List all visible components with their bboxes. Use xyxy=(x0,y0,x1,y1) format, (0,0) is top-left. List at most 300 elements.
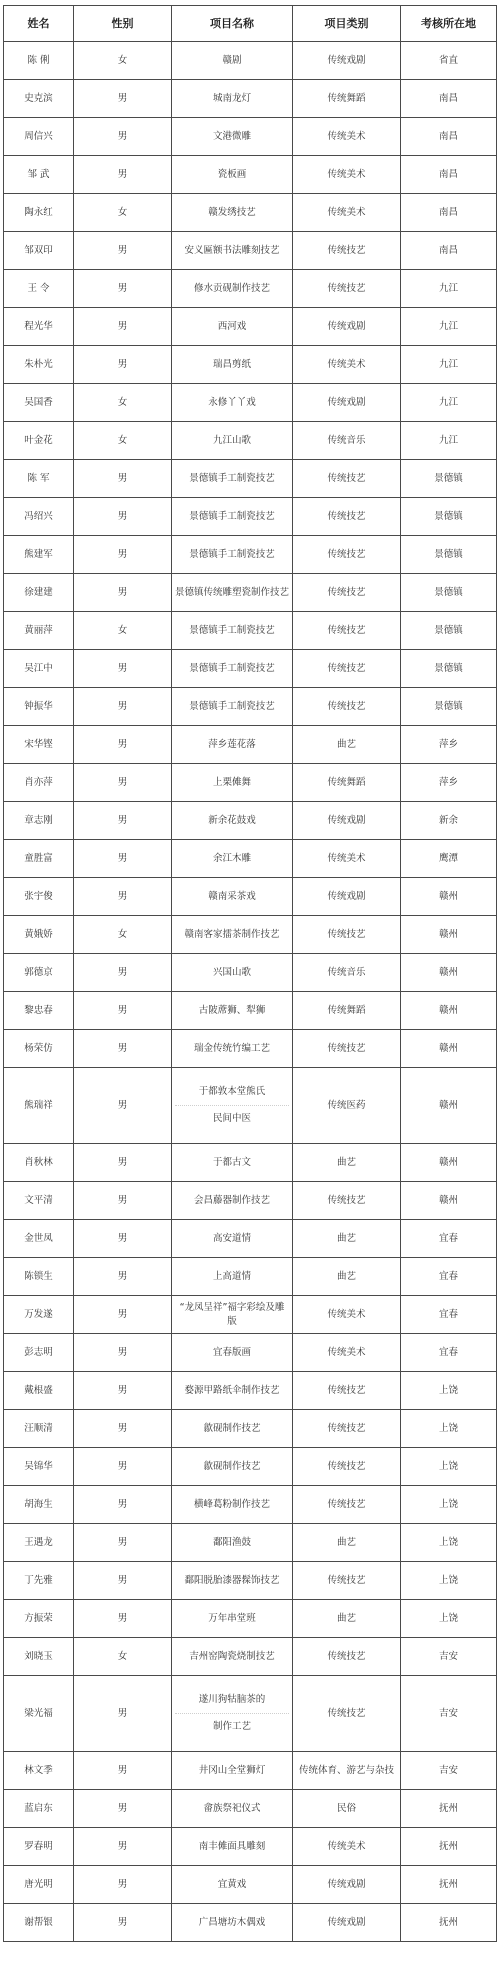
cell-region: 宜春 xyxy=(401,1258,497,1296)
cell-name: 万发遂 xyxy=(4,1296,74,1334)
table-row xyxy=(4,384,497,422)
cell-region: 九江 xyxy=(401,384,497,422)
cell-category: 传统戏剧 xyxy=(293,384,401,422)
cell-project: 于都古文 xyxy=(172,1144,293,1182)
table-row xyxy=(4,80,497,118)
cell-region: 上饶 xyxy=(401,1486,497,1524)
cell-name: 肖秋林 xyxy=(4,1144,74,1182)
cell-category: 传统技艺 xyxy=(293,1486,401,1524)
cell-name: 朱朴光 xyxy=(4,346,74,384)
cell-gender: 男 xyxy=(74,1524,172,1562)
cell-gender: 男 xyxy=(74,1562,172,1600)
header-name: 姓名 xyxy=(4,6,74,42)
table-row xyxy=(4,916,497,954)
cell-region: 南昌 xyxy=(401,156,497,194)
cell-gender: 男 xyxy=(74,1752,172,1790)
cell-project: 永修丫丫戏 xyxy=(172,384,293,422)
cell-region: 鹰潭 xyxy=(401,840,497,878)
table-row xyxy=(4,1334,497,1372)
table-row xyxy=(4,1258,497,1296)
cell-project: 瓷板画 xyxy=(172,156,293,194)
cell-region: 九江 xyxy=(401,346,497,384)
cell-category: 传统戏剧 xyxy=(293,308,401,346)
table-row xyxy=(4,1144,497,1182)
cell-name: 童胜富 xyxy=(4,840,74,878)
table-row xyxy=(4,688,497,726)
cell-category: 传统舞蹈 xyxy=(293,764,401,802)
cell-category: 传统舞蹈 xyxy=(293,992,401,1030)
table-row xyxy=(4,612,497,650)
table-row xyxy=(4,1790,497,1828)
cell-name: 彭志明 xyxy=(4,1334,74,1372)
cell-name: 罗春明 xyxy=(4,1828,74,1866)
cell-category: 曲艺 xyxy=(293,1258,401,1296)
table-row xyxy=(4,1676,497,1752)
cell-project: 畲族祭祀仪式 xyxy=(172,1790,293,1828)
cell-name: 胡海生 xyxy=(4,1486,74,1524)
cell-name: 王 令 xyxy=(4,270,74,308)
cell-region: 抚州 xyxy=(401,1790,497,1828)
cell-name: 王遇龙 xyxy=(4,1524,74,1562)
cell-category: 传统戏剧 xyxy=(293,878,401,916)
table-row xyxy=(4,1296,497,1334)
cell-gender: 男 xyxy=(74,460,172,498)
cell-region: 赣州 xyxy=(401,1144,497,1182)
cell-project: 宜春版画 xyxy=(172,1334,293,1372)
cell-name: 汪顺清 xyxy=(4,1410,74,1448)
cell-project: 高安道情 xyxy=(172,1220,293,1258)
cell-gender: 女 xyxy=(74,42,172,80)
cell-project: 歙砚制作技艺 xyxy=(172,1410,293,1448)
cell-name: 黎忠春 xyxy=(4,992,74,1030)
cell-name: 周信兴 xyxy=(4,118,74,156)
cell-gender: 男 xyxy=(74,726,172,764)
table-row xyxy=(4,1410,497,1448)
cell-name: 肖亦萍 xyxy=(4,764,74,802)
cell-category: 传统体育、游艺与杂技 xyxy=(293,1752,401,1790)
inheritors-table xyxy=(3,5,497,1942)
table-row xyxy=(4,1030,497,1068)
cell-project: 文港微雕 xyxy=(172,118,293,156)
table-row xyxy=(4,194,497,232)
cell-name: 吴锦华 xyxy=(4,1448,74,1486)
cell-project: 景德镇手工制瓷技艺 xyxy=(172,688,293,726)
cell-category: 曲艺 xyxy=(293,1524,401,1562)
cell-category: 传统美术 xyxy=(293,194,401,232)
table-row xyxy=(4,156,497,194)
cell-region: 赣州 xyxy=(401,992,497,1030)
table-body xyxy=(4,42,497,1942)
table-row xyxy=(4,460,497,498)
cell-region: 省直 xyxy=(401,42,497,80)
cell-category: 传统医药 xyxy=(293,1068,401,1144)
cell-name: 程光华 xyxy=(4,308,74,346)
cell-category: 曲艺 xyxy=(293,726,401,764)
table-row xyxy=(4,1220,497,1258)
cell-category: 传统舞蹈 xyxy=(293,80,401,118)
cell-gender: 男 xyxy=(74,1600,172,1638)
cell-region: 吉安 xyxy=(401,1638,497,1676)
cell-project: 瑞金传统竹编工艺 xyxy=(172,1030,293,1068)
cell-category: 传统技艺 xyxy=(293,536,401,574)
cell-region: 赣州 xyxy=(401,954,497,992)
table-row xyxy=(4,1638,497,1676)
cell-category: 传统技艺 xyxy=(293,1638,401,1676)
cell-category: 传统技艺 xyxy=(293,574,401,612)
cell-name: 刘晓玉 xyxy=(4,1638,74,1676)
cell-region: 景德镇 xyxy=(401,688,497,726)
cell-name: 陶永红 xyxy=(4,194,74,232)
cell-region: 宜春 xyxy=(401,1334,497,1372)
cell-name: 邹 武 xyxy=(4,156,74,194)
header-category: 项目类别 xyxy=(293,6,401,42)
table-row xyxy=(4,574,497,612)
cell-gender: 男 xyxy=(74,270,172,308)
cell-project: 城南龙灯 xyxy=(172,80,293,118)
cell-region: 宜春 xyxy=(401,1220,497,1258)
cell-gender: 男 xyxy=(74,1068,172,1144)
cell-project: 歙砚制作技艺 xyxy=(172,1448,293,1486)
cell-region: 南昌 xyxy=(401,80,497,118)
cell-name: 梁光福 xyxy=(4,1676,74,1752)
cell-project: 景德镇传统雕塑瓷制作技艺 xyxy=(172,574,293,612)
cell-project-line: 民间中医 xyxy=(175,1105,289,1132)
cell-category: 传统技艺 xyxy=(293,916,401,954)
cell-gender: 女 xyxy=(74,916,172,954)
cell-category: 传统技艺 xyxy=(293,1448,401,1486)
inheritors-table-container xyxy=(3,5,496,1942)
cell-category: 民俗 xyxy=(293,1790,401,1828)
cell-category: 传统美术 xyxy=(293,840,401,878)
cell-category: 曲艺 xyxy=(293,1144,401,1182)
cell-project: 广昌塘坊木偶戏 xyxy=(172,1904,293,1942)
cell-project: 赣南采茶戏 xyxy=(172,878,293,916)
cell-name: 冯绍兴 xyxy=(4,498,74,536)
cell-project: 上栗傩舞 xyxy=(172,764,293,802)
cell-region: 景德镇 xyxy=(401,650,497,688)
cell-category: 曲艺 xyxy=(293,1220,401,1258)
cell-region: 吉安 xyxy=(401,1752,497,1790)
cell-gender: 男 xyxy=(74,1372,172,1410)
table-row xyxy=(4,650,497,688)
table-row xyxy=(4,536,497,574)
cell-category: 传统技艺 xyxy=(293,1372,401,1410)
cell-region: 新余 xyxy=(401,802,497,840)
cell-gender: 男 xyxy=(74,1486,172,1524)
cell-name: 丁先雅 xyxy=(4,1562,74,1600)
table-row xyxy=(4,1372,497,1410)
cell-name: 陈 军 xyxy=(4,460,74,498)
cell-region: 九江 xyxy=(401,422,497,460)
cell-region: 景德镇 xyxy=(401,612,497,650)
cell-category: 传统技艺 xyxy=(293,688,401,726)
cell-project: 会昌藤器制作技艺 xyxy=(172,1182,293,1220)
cell-region: 景德镇 xyxy=(401,574,497,612)
cell-region: 赣州 xyxy=(401,1182,497,1220)
cell-region: 宜春 xyxy=(401,1296,497,1334)
table-row xyxy=(4,42,497,80)
table-row xyxy=(4,498,497,536)
cell-region: 上饶 xyxy=(401,1410,497,1448)
cell-name: 黄丽萍 xyxy=(4,612,74,650)
cell-gender: 男 xyxy=(74,1448,172,1486)
table-row xyxy=(4,1600,497,1638)
cell-region: 上饶 xyxy=(401,1448,497,1486)
table-row xyxy=(4,802,497,840)
cell-project: 西河戏 xyxy=(172,308,293,346)
cell-category: 传统美术 xyxy=(293,118,401,156)
table-row xyxy=(4,1068,497,1144)
cell-project: 安义匾额书法雕刻技艺 xyxy=(172,232,293,270)
cell-name: 唐光明 xyxy=(4,1866,74,1904)
cell-region: 赣州 xyxy=(401,878,497,916)
cell-project xyxy=(172,1068,293,1144)
cell-region: 赣州 xyxy=(401,916,497,954)
cell-project: 景德镇手工制瓷技艺 xyxy=(172,498,293,536)
cell-category: 传统技艺 xyxy=(293,1182,401,1220)
cell-project: 景德镇手工制瓷技艺 xyxy=(172,650,293,688)
header-gender: 性别 xyxy=(74,6,172,42)
table-row xyxy=(4,992,497,1030)
cell-gender: 女 xyxy=(74,612,172,650)
cell-category: 传统戏剧 xyxy=(293,1904,401,1942)
cell-gender: 男 xyxy=(74,118,172,156)
cell-name: 章志刚 xyxy=(4,802,74,840)
cell-name: 谢帮银 xyxy=(4,1904,74,1942)
cell-name: 戴根盛 xyxy=(4,1372,74,1410)
cell-category: 传统戏剧 xyxy=(293,802,401,840)
cell-region: 上饶 xyxy=(401,1600,497,1638)
cell-category: 传统技艺 xyxy=(293,1410,401,1448)
cell-project-line: 遂川狗牯脑茶的 xyxy=(198,1694,266,1705)
cell-region: 南昌 xyxy=(401,118,497,156)
cell-gender: 男 xyxy=(74,1220,172,1258)
table-row xyxy=(4,764,497,802)
cell-region: 萍乡 xyxy=(401,726,497,764)
table-row xyxy=(4,878,497,916)
cell-name: 宋华铿 xyxy=(4,726,74,764)
table-header-row xyxy=(4,6,497,42)
table-row xyxy=(4,1904,497,1942)
cell-category: 传统美术 xyxy=(293,1828,401,1866)
cell-gender: 男 xyxy=(74,346,172,384)
cell-region: 景德镇 xyxy=(401,460,497,498)
cell-gender: 男 xyxy=(74,1904,172,1942)
cell-gender: 男 xyxy=(74,232,172,270)
cell-category: 传统技艺 xyxy=(293,232,401,270)
cell-gender: 男 xyxy=(74,1410,172,1448)
header-project: 项目名称 xyxy=(172,6,293,42)
cell-gender: 男 xyxy=(74,80,172,118)
table-row xyxy=(4,346,497,384)
cell-category: 传统音乐 xyxy=(293,422,401,460)
cell-gender: 女 xyxy=(74,1638,172,1676)
cell-category: 传统美术 xyxy=(293,1334,401,1372)
cell-category: 传统戏剧 xyxy=(293,1866,401,1904)
cell-region: 景德镇 xyxy=(401,498,497,536)
cell-project: “龙凤呈祥”福字彩绘及雕版 xyxy=(172,1296,293,1334)
cell-category: 传统美术 xyxy=(293,156,401,194)
cell-region: 景德镇 xyxy=(401,536,497,574)
cell-gender: 男 xyxy=(74,1030,172,1068)
cell-project: 赣剧 xyxy=(172,42,293,80)
table-row xyxy=(4,1866,497,1904)
cell-project: 瑞昌剪纸 xyxy=(172,346,293,384)
cell-project: 余江木雕 xyxy=(172,840,293,878)
table-row xyxy=(4,1524,497,1562)
cell-project: 鄱阳脱胎漆器髹饰技艺 xyxy=(172,1562,293,1600)
cell-region: 上饶 xyxy=(401,1372,497,1410)
cell-gender: 男 xyxy=(74,954,172,992)
cell-gender: 男 xyxy=(74,840,172,878)
cell-project: 井冈山全堂狮灯 xyxy=(172,1752,293,1790)
table-row xyxy=(4,726,497,764)
cell-gender: 男 xyxy=(74,1866,172,1904)
table-row xyxy=(4,840,497,878)
cell-gender: 男 xyxy=(74,878,172,916)
cell-gender: 男 xyxy=(74,1182,172,1220)
cell-region: 吉安 xyxy=(401,1676,497,1752)
cell-name: 叶金花 xyxy=(4,422,74,460)
table-row xyxy=(4,1486,497,1524)
cell-project: 万年串堂班 xyxy=(172,1600,293,1638)
cell-region: 萍乡 xyxy=(401,764,497,802)
cell-gender: 男 xyxy=(74,650,172,688)
cell-project-line: 于都敦本堂熊氏 xyxy=(198,1086,266,1097)
cell-name: 杨荣仿 xyxy=(4,1030,74,1068)
cell-name: 金世凤 xyxy=(4,1220,74,1258)
cell-project: 吉州窑陶瓷烧制技艺 xyxy=(172,1638,293,1676)
table-row xyxy=(4,308,497,346)
cell-category: 传统技艺 xyxy=(293,1030,401,1068)
cell-name: 蓝启东 xyxy=(4,1790,74,1828)
cell-project: 景德镇手工制瓷技艺 xyxy=(172,536,293,574)
cell-project: 萍乡莲花落 xyxy=(172,726,293,764)
cell-project: 南丰傩面具雕刻 xyxy=(172,1828,293,1866)
cell-category: 传统音乐 xyxy=(293,954,401,992)
cell-name: 陈 俐 xyxy=(4,42,74,80)
cell-region: 抚州 xyxy=(401,1904,497,1942)
cell-gender: 男 xyxy=(74,156,172,194)
cell-category: 传统技艺 xyxy=(293,650,401,688)
table-row xyxy=(4,1448,497,1486)
cell-project: 赣南客家擂茶制作技艺 xyxy=(172,916,293,954)
cell-gender: 男 xyxy=(74,1296,172,1334)
cell-name: 徐建建 xyxy=(4,574,74,612)
cell-category: 曲艺 xyxy=(293,1600,401,1638)
cell-category: 传统技艺 xyxy=(293,1562,401,1600)
cell-category: 传统技艺 xyxy=(293,270,401,308)
cell-gender: 女 xyxy=(74,384,172,422)
cell-gender: 男 xyxy=(74,1258,172,1296)
cell-category: 传统美术 xyxy=(293,1296,401,1334)
cell-name: 陈锁生 xyxy=(4,1258,74,1296)
cell-project: 婺源甲路纸伞制作技艺 xyxy=(172,1372,293,1410)
cell-region: 九江 xyxy=(401,270,497,308)
cell-region: 上饶 xyxy=(401,1524,497,1562)
table-row xyxy=(4,232,497,270)
cell-project: 宜黄戏 xyxy=(172,1866,293,1904)
cell-name: 钟振华 xyxy=(4,688,74,726)
cell-category: 传统技艺 xyxy=(293,460,401,498)
cell-gender: 男 xyxy=(74,802,172,840)
table-row xyxy=(4,1182,497,1220)
cell-project: 兴国山歌 xyxy=(172,954,293,992)
cell-project-line: 制作工艺 xyxy=(175,1713,289,1740)
cell-region: 抚州 xyxy=(401,1866,497,1904)
cell-gender: 女 xyxy=(74,422,172,460)
cell-project: 上高道情 xyxy=(172,1258,293,1296)
cell-region: 上饶 xyxy=(401,1562,497,1600)
table-row xyxy=(4,118,497,156)
cell-name: 熊建军 xyxy=(4,536,74,574)
cell-gender: 男 xyxy=(74,688,172,726)
table-row xyxy=(4,422,497,460)
cell-project: 赣发绣技艺 xyxy=(172,194,293,232)
table-row xyxy=(4,270,497,308)
cell-name: 熊瑞祥 xyxy=(4,1068,74,1144)
cell-category: 传统技艺 xyxy=(293,612,401,650)
cell-name: 邹双印 xyxy=(4,232,74,270)
table-row xyxy=(4,954,497,992)
cell-gender: 女 xyxy=(74,194,172,232)
cell-region: 赣州 xyxy=(401,1030,497,1068)
cell-gender: 男 xyxy=(74,498,172,536)
cell-gender: 男 xyxy=(74,308,172,346)
cell-region: 南昌 xyxy=(401,232,497,270)
cell-gender: 男 xyxy=(74,1334,172,1372)
header-region: 考核所在地 xyxy=(401,6,497,42)
cell-name: 方振荣 xyxy=(4,1600,74,1638)
cell-category: 传统美术 xyxy=(293,346,401,384)
cell-region: 九江 xyxy=(401,308,497,346)
cell-gender: 男 xyxy=(74,992,172,1030)
cell-project: 横峰葛粉制作技艺 xyxy=(172,1486,293,1524)
table-row xyxy=(4,1562,497,1600)
cell-gender: 男 xyxy=(74,1676,172,1752)
cell-region: 赣州 xyxy=(401,1068,497,1144)
cell-gender: 男 xyxy=(74,1790,172,1828)
cell-name: 林文季 xyxy=(4,1752,74,1790)
cell-region: 南昌 xyxy=(401,194,497,232)
cell-project: 鄱阳渔鼓 xyxy=(172,1524,293,1562)
table-row xyxy=(4,1752,497,1790)
cell-gender: 男 xyxy=(74,536,172,574)
cell-gender: 男 xyxy=(74,764,172,802)
cell-project: 新余花鼓戏 xyxy=(172,802,293,840)
cell-name: 史克滨 xyxy=(4,80,74,118)
cell-name: 吴江中 xyxy=(4,650,74,688)
cell-name: 黄娥娇 xyxy=(4,916,74,954)
cell-region: 抚州 xyxy=(401,1828,497,1866)
cell-project: 古陂蓆狮、犁狮 xyxy=(172,992,293,1030)
cell-name: 郭德京 xyxy=(4,954,74,992)
cell-project: 景德镇手工制瓷技艺 xyxy=(172,612,293,650)
cell-gender: 男 xyxy=(74,1828,172,1866)
cell-category: 传统技艺 xyxy=(293,498,401,536)
cell-project: 景德镇手工制瓷技艺 xyxy=(172,460,293,498)
cell-category: 传统戏剧 xyxy=(293,42,401,80)
cell-category: 传统技艺 xyxy=(293,1676,401,1752)
cell-name: 吴国香 xyxy=(4,384,74,422)
cell-gender: 男 xyxy=(74,1144,172,1182)
cell-project: 九江山歌 xyxy=(172,422,293,460)
cell-name: 张宇俊 xyxy=(4,878,74,916)
cell-name: 文平清 xyxy=(4,1182,74,1220)
table-row xyxy=(4,1828,497,1866)
cell-gender: 男 xyxy=(74,574,172,612)
cell-project xyxy=(172,1676,293,1752)
